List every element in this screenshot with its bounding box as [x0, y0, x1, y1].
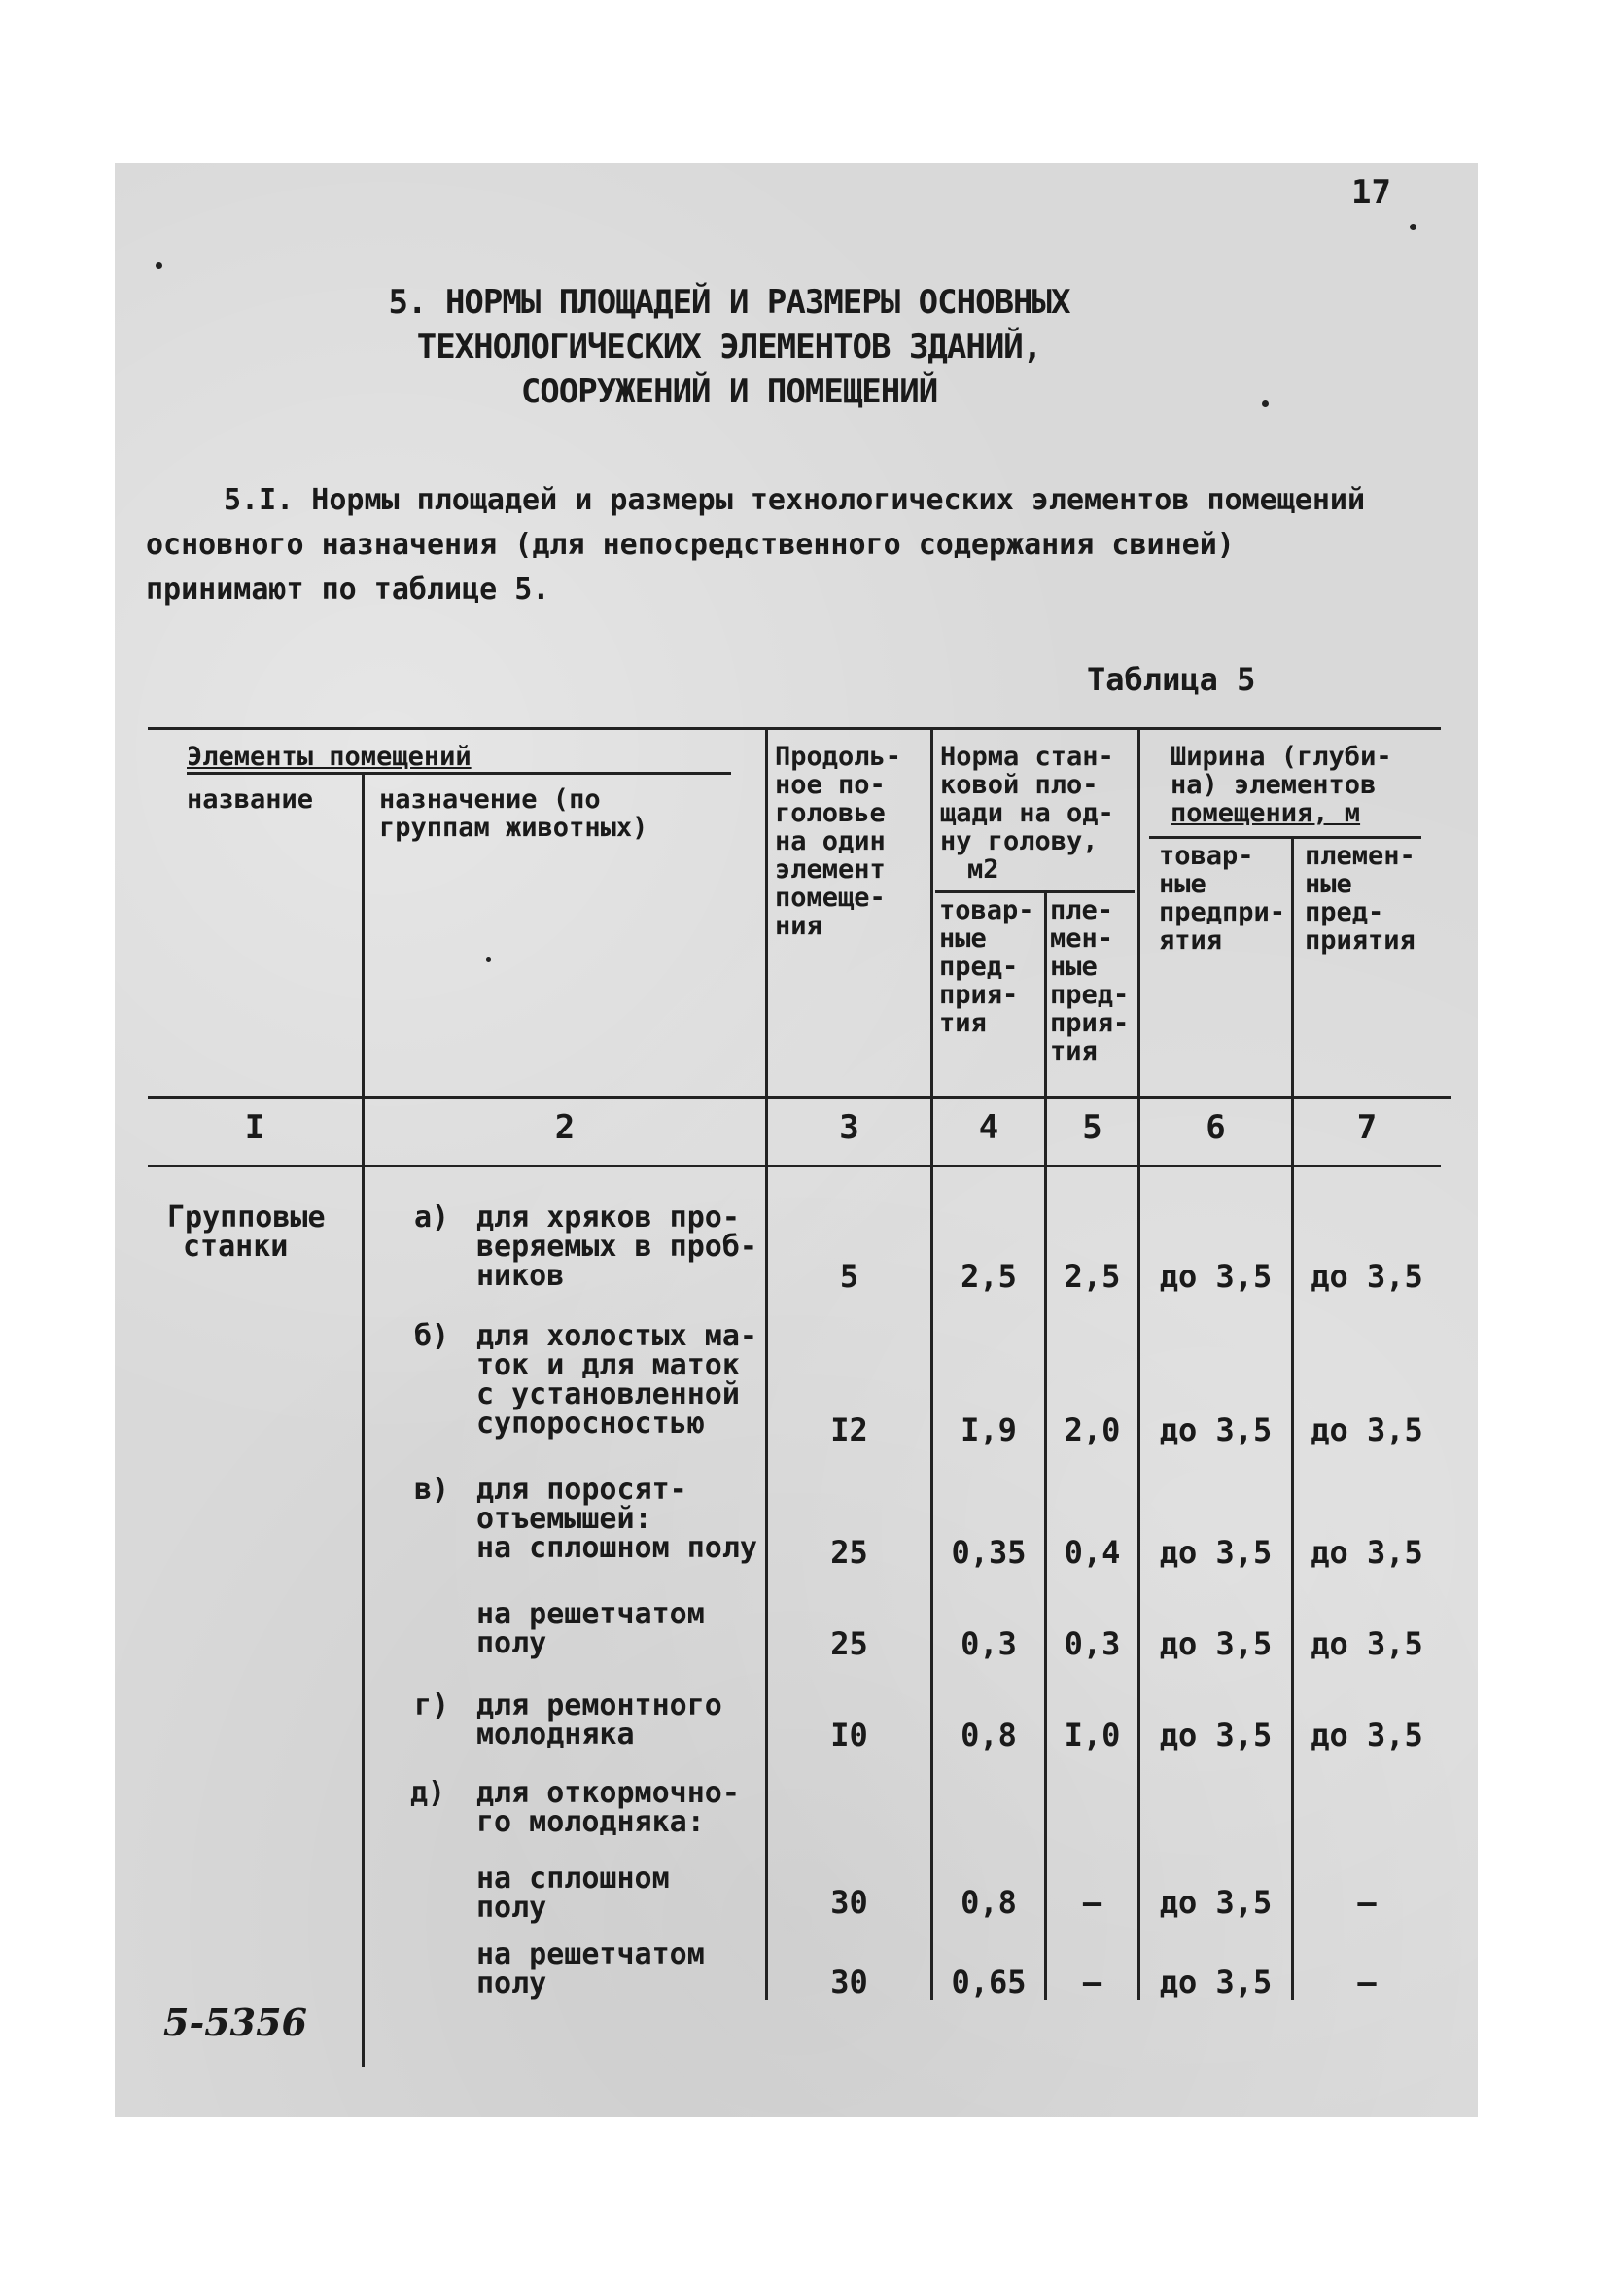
title-line: 5. НОРМЫ ПЛОЩАДЕЙ И РАЗМЕРЫ ОСНОВНЫХ — [388, 283, 1070, 322]
cell-heads: 30 — [830, 1884, 868, 1921]
cell-width-commercial: до 3,5 — [1159, 1964, 1273, 2000]
title-line: СООРУЖЕНИЙ И ПОМЕЩЕНИЙ — [520, 372, 938, 411]
cell-norm-breeding: – — [1082, 1884, 1102, 1921]
row-purpose: для холостых ма- ток и для маток с установленной супоросностью — [476, 1319, 757, 1441]
row-purpose: на сплошном полу — [476, 1861, 670, 1925]
cell-width-commercial: до 3,5 — [1159, 1258, 1273, 1295]
col-divider-3 — [930, 727, 933, 2000]
column-number: 5 — [1082, 1108, 1102, 1147]
row-letter: д) — [410, 1776, 446, 1810]
cell-norm-commercial: 0,35 — [951, 1534, 1027, 1571]
header-col6: товар- ные предпри- ятия — [1159, 841, 1286, 956]
cell-norm-breeding: 0,3 — [1064, 1625, 1121, 1662]
cell-norm-commercial: 0,65 — [951, 1964, 1027, 2000]
header-col1: название — [187, 784, 314, 815]
column-number: I — [244, 1108, 265, 1147]
row-purpose: на решетчатом полу — [476, 1937, 705, 2000]
scan-speck — [156, 262, 162, 269]
column-number: 3 — [839, 1108, 859, 1147]
width-sub-rule — [1149, 836, 1421, 839]
header-norm: Норма стан- ковой пло- щади на од- ну голову, м2 — [940, 742, 1114, 885]
cell-heads: 5 — [839, 1258, 859, 1295]
cell-width-commercial: до 3,5 — [1159, 1884, 1273, 1921]
scan-speck — [486, 957, 491, 962]
column-number: 6 — [1206, 1108, 1226, 1147]
row-purpose: на решетчатом полу — [476, 1597, 705, 1660]
col-divider-5 — [1137, 727, 1140, 2000]
norm-sub-rule — [935, 890, 1135, 893]
row-letter: г) — [414, 1688, 450, 1722]
header-bottom-rule — [148, 1096, 1451, 1099]
cell-norm-commercial: 0,8 — [961, 1717, 1017, 1754]
column-number: 2 — [554, 1108, 576, 1147]
cell-width-commercial: до 3,5 — [1159, 1411, 1273, 1448]
cell-width-commercial: до 3,5 — [1159, 1625, 1273, 1662]
cell-heads: 25 — [830, 1534, 868, 1571]
numbers-bottom-rule — [148, 1165, 1441, 1167]
scan-speck — [1410, 224, 1416, 230]
section-title — [292, 280, 1167, 414]
row-letter: а) — [414, 1200, 450, 1235]
row-letter: б) — [414, 1319, 450, 1353]
cell-heads: 25 — [830, 1625, 868, 1662]
cell-norm-commercial: 0,8 — [961, 1884, 1017, 1921]
cell-width-breeding: до 3,5 — [1311, 1625, 1423, 1662]
cell-norm-commercial: 2,5 — [961, 1258, 1017, 1295]
row-purpose: для хряков про- веряемых в проб- ников — [476, 1200, 757, 1293]
table-top-rule — [148, 727, 1441, 730]
column-number: 4 — [978, 1108, 999, 1147]
header-col5: пле- мен- ные пред- прия- тия — [1050, 895, 1130, 1066]
cell-norm-breeding: 0,4 — [1064, 1534, 1121, 1571]
row-purpose: для откормочно- го молодняка: — [476, 1776, 740, 1839]
row-purpose: для поросят- отъемышей: на сплошном полу — [476, 1473, 757, 1565]
group-name: Групповые станки — [167, 1200, 326, 1264]
cell-heads: I2 — [830, 1411, 868, 1448]
cell-width-breeding: – — [1357, 1964, 1377, 2000]
header-elements-group: Элементы помещений — [187, 742, 472, 772]
header-col7: племен- ные пред- приятия — [1305, 841, 1416, 956]
cell-width-breeding: до 3,5 — [1311, 1717, 1423, 1754]
row-letter: в) — [414, 1473, 450, 1507]
page-number: 17 — [1351, 173, 1391, 212]
cell-norm-commercial: 0,3 — [961, 1625, 1017, 1662]
cell-norm-breeding: 2,5 — [1064, 1258, 1121, 1295]
header-col2: назначение (по группам животных) — [379, 784, 648, 843]
cell-width-commercial: до 3,5 — [1159, 1534, 1273, 1571]
title-line: ТЕХНОЛОГИЧЕСКИХ ЭЛЕМЕНТОВ ЗДАНИЙ, — [416, 328, 1042, 366]
cell-norm-commercial: I,9 — [961, 1411, 1017, 1448]
table-5 — [148, 727, 1451, 2020]
cell-norm-breeding: 2,0 — [1064, 1411, 1121, 1448]
table-caption: Таблица 5 — [1087, 661, 1256, 698]
column-number: 7 — [1356, 1108, 1378, 1147]
cell-width-breeding: до 3,5 — [1311, 1534, 1423, 1571]
cell-heads: I0 — [830, 1717, 868, 1754]
cell-norm-breeding: I,0 — [1064, 1717, 1121, 1754]
cell-width-breeding: до 3,5 — [1311, 1411, 1423, 1448]
scan-speck — [1262, 400, 1269, 407]
cell-width-breeding: до 3,5 — [1311, 1258, 1423, 1295]
header-width: Ширина (глуби- на) элементов помещения, м — [1171, 742, 1392, 828]
handwritten-code: 5-5356 — [163, 2000, 307, 2044]
header-col3: Продоль- ное по- головье на один элемент помеще- ния — [775, 742, 902, 941]
intro-paragraph: 5.I. Нормы площадей и размеры технологических элементов помещений основного назначения (для непосредственного содержания свиней) принимают по таблице 5. — [146, 483, 1365, 607]
cell-width-commercial: до 3,5 — [1159, 1717, 1273, 1754]
cell-heads: 30 — [830, 1964, 868, 2000]
header-col4: товар- ные пред- прия- тия — [939, 895, 1034, 1038]
col-divider-2 — [765, 727, 768, 2000]
elements-group-rule — [187, 772, 731, 775]
row-purpose: для ремонтного молодняка — [476, 1688, 722, 1752]
cell-norm-breeding: – — [1082, 1964, 1102, 2000]
col-divider-1 — [362, 774, 365, 2067]
cell-width-breeding: – — [1357, 1884, 1377, 1921]
